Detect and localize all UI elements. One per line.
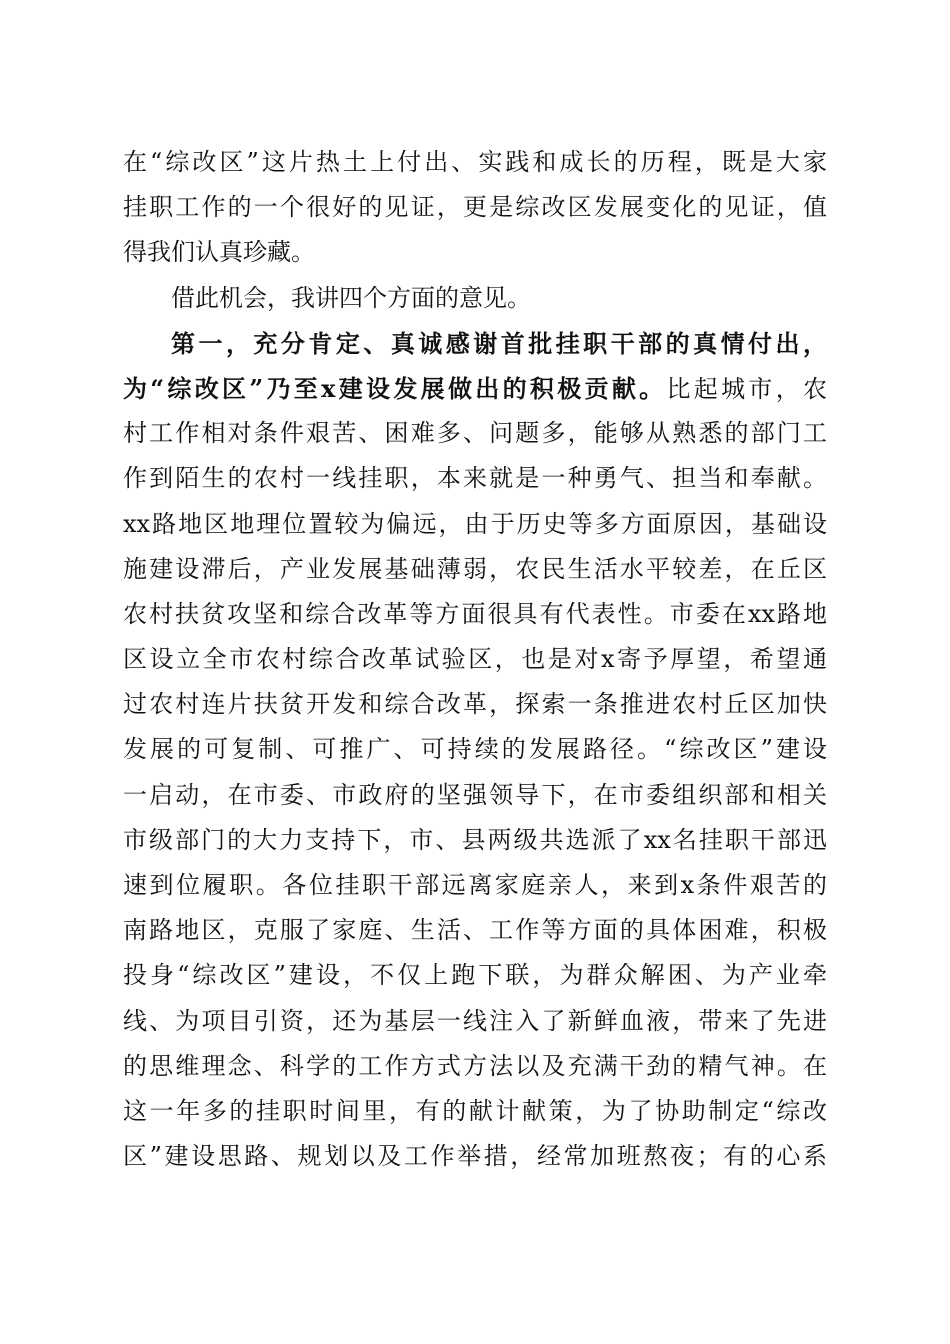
- text-line: 市级部门的大力支持下，市、县两级共选派了xx名挂职干部迅: [123, 825, 827, 854]
- text-line: 村工作相对条件艰苦、困难多、问题多，能够从熟悉的部门工: [123, 419, 827, 448]
- text-line: 南路地区，克服了家庭、生活、工作等方面的具体困难，积极: [123, 916, 827, 945]
- text-line: 挂职工作的一个很好的见证，更是综改区发展变化的见证，值: [123, 193, 827, 222]
- text-line: 的思维理念、科学的工作方式方法以及充满干劲的精气神。在: [123, 1051, 827, 1080]
- text-line: 线、为项目引资，还为基层一线注入了新鲜血液，带来了先进: [123, 1006, 827, 1035]
- text-line: 得我们认真珍藏。: [123, 238, 315, 267]
- text-line: 投身“综改区”建设，不仅上跑下联，为群众解困、为产业牵: [123, 961, 827, 990]
- text-line-mixed: [123, 366, 827, 411]
- text-line: 施建设滞后，产业发展基础薄弱，农民生活水平较差，在丘区: [123, 554, 827, 583]
- text-line: 区”建设思路、规划以及工作举措，经常加班熬夜；有的心系: [123, 1142, 827, 1171]
- text-line: 发展的可复制、可推广、可持续的发展路径。“综改区”建设: [123, 735, 827, 764]
- text-line: 农村扶贫攻坚和综合改革等方面很具有代表性。市委在xx路地: [123, 599, 827, 628]
- text-line: 作到陌生的农村一线挂职，本来就是一种勇气、担当和奉献。: [123, 464, 827, 493]
- text-line: 在“综改区”这片热土上付出、实践和成长的历程，既是大家: [123, 148, 827, 176]
- body-text: [123, 140, 827, 1179]
- heading-tail: 为“综改区”乃至x建设发展做出的积极贡献。: [123, 373, 667, 403]
- text-line: 这一年多的挂职时间里，有的献计献策，为了协助制定“综改: [123, 1096, 827, 1125]
- text-line: 速到位履职。各位挂职干部远离家庭亲人，来到x条件艰苦的: [123, 871, 827, 899]
- text-line: xx路地区地理位置较为偏远，由于历史等多方面原因，基础设: [123, 509, 827, 538]
- text-line: 借此机会，我讲四个方面的意见。: [171, 283, 531, 312]
- text-line: 区设立全市农村综合改革试验区，也是对x寄予厚望，希望通: [123, 645, 827, 674]
- text-line: 过农村连片扶贫开发和综合改革，探索一条推进农村丘区加快: [123, 690, 827, 719]
- heading-line: 第一，充分肯定、真诚感谢首批挂职干部的真情付出，: [171, 328, 827, 358]
- text-tail: 比起城市，农: [666, 374, 827, 403]
- text-line: 一启动，在市委、市政府的坚强领导下，在市委组织部和相关: [123, 780, 827, 809]
